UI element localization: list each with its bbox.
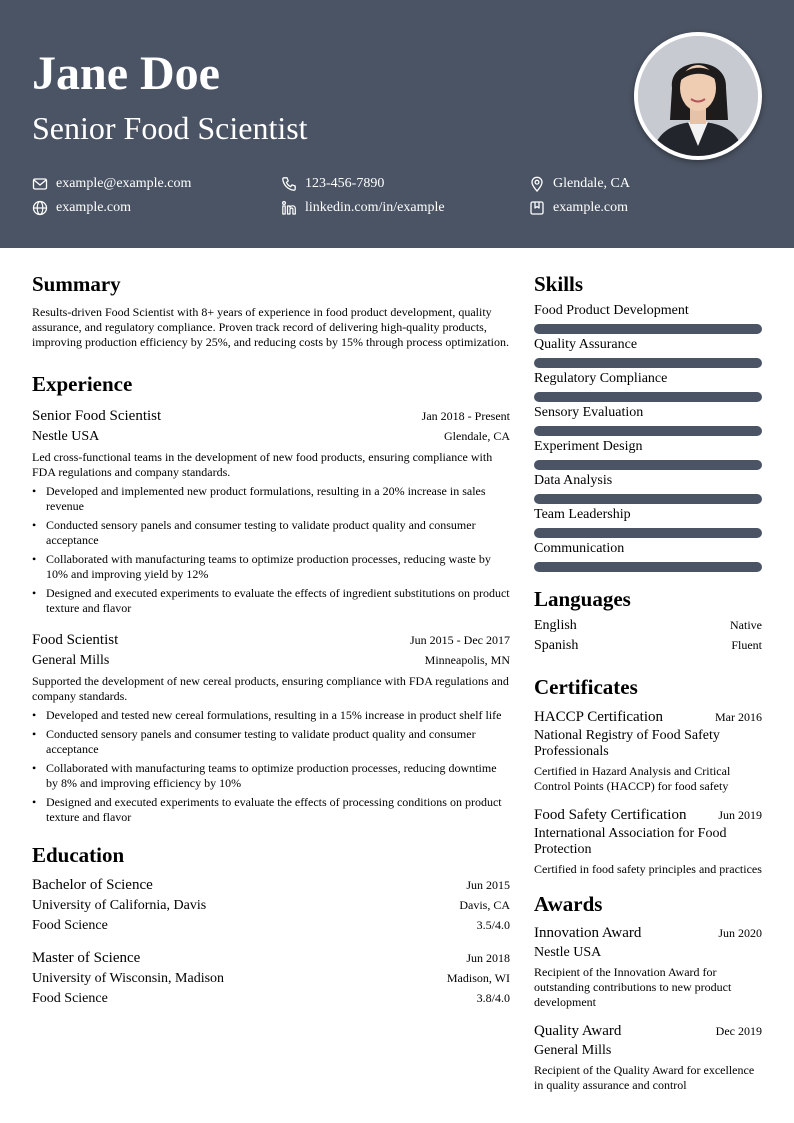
experience-section [32,372,510,825]
certificates-section [534,675,762,877]
education-item [32,875,510,936]
job-company: Nestle USA [32,429,100,444]
skill-item [534,336,762,368]
skill-name: Team Leadership [534,507,631,522]
award-name: Innovation Award [534,925,642,941]
profile-photo-portrait [638,36,758,156]
award-issuer: Nestle USA [534,945,602,960]
summary-heading: Summary [32,272,121,296]
language-item [534,637,762,655]
language-level: Native [730,618,762,632]
globe-icon [32,200,48,216]
job-dates: Jun 2015 - Dec 2017 [410,633,510,647]
summary-text: Results-driven Food Scientist with 8+ years of experience in food product development, quality assurance, and regulatory compliance. Proven track record of delivering high-quality products, improving production efficiency by 25%, and reducing costs by 15% through process optimization. [32,305,510,349]
school-location: Davis, CA [459,898,510,912]
awards-section [534,892,762,1093]
location-pin-icon [529,176,545,192]
school-name: University of Wisconsin, Madison [32,971,225,986]
skill-level-bar [534,358,762,368]
skill-level-bar [534,528,762,538]
certificate-issuer: International Association for Food Protection [534,826,727,857]
skill-item [534,302,762,334]
contact-linkedin-text: linkedin.com/in/example [305,200,445,215]
skills-list [534,302,762,572]
skills-section [534,272,762,572]
job-description: Led cross-functional teams in the development of new food products, ensuring compliance with FDA regulations and company standards. [32,450,493,479]
school-location: Madison, WI [446,971,510,985]
skill-item [534,370,762,402]
skill-level-bar [534,426,762,436]
job-location: Glendale, CA [444,429,510,443]
job-bullet: • Conducted sensory panels and consumer testing to validate product quality and consumer acceptance [32,727,510,757]
job-bullet: • Collaborated with manufacturing teams to optimize production processes, reducing downtime by 8% and improving efficiency by 10% [32,761,510,791]
languages-section [534,587,762,655]
profile-photo [634,32,762,160]
job-bullet: • Designed and executed experiments to evaluate the effects of processing conditions on product texture and flavor [32,795,510,825]
side-column [534,272,762,1093]
bookmark-icon [529,200,545,216]
skill-item [534,540,762,572]
contact-email[interactable] [32,174,191,194]
job-title: Food Scientist [32,632,119,648]
phone-icon [281,176,297,192]
skill-item [534,438,762,470]
contact-linkedin[interactable] [281,198,445,218]
skill-item [534,506,762,538]
contact-location [529,174,630,194]
award-date: Dec 2019 [715,1024,762,1038]
contact-phone-text: 123-456-7890 [305,176,385,191]
contact-portfolio[interactable] [529,198,628,218]
school-name: University of California, Davis [32,898,207,913]
contact-portfolio-text: example.com [553,200,629,215]
job-location: Minneapolis, MN [424,653,510,667]
contact-location-text: Glendale, CA [553,176,630,191]
main-column [32,272,510,1009]
experience-item [32,406,510,616]
languages-heading: Languages [534,587,631,611]
award-name: Quality Award [534,1023,622,1039]
job-description: Supported the development of new cereal products, ensuring compliance with FDA regulations and company standards. [32,674,509,703]
award-description: Recipient of the Quality Award for excellence in quality assurance and control [534,1063,755,1092]
job-bullet: • Developed and tested new cereal formulations, resulting in a 15% increase in product shelf life [32,708,510,723]
certificate-name: HACCP Certification [534,709,664,725]
degree-name: Master of Science [32,950,141,966]
education-heading: Education [32,843,125,867]
contact-website-text: example.com [56,200,132,215]
certificate-item [534,805,762,877]
education-item [32,948,510,1009]
skill-level-bar [534,392,762,402]
degree-name: Bachelor of Science [32,877,153,893]
award-description: Recipient of the Innovation Award for outstanding contributions to new product development [534,965,732,1009]
candidate-name: Jane Doe [32,47,220,100]
skill-item [534,404,762,436]
awards-heading: Awards [534,892,603,916]
skill-name: Experiment Design [534,439,643,454]
skill-name: Quality Assurance [534,337,638,352]
job-bullet: • Conducted sensory panels and consumer testing to validate product quality and consumer acceptance [32,518,510,548]
degree-gpa: 3.5/4.0 [476,918,510,932]
certificate-issuer: National Registry of Food Safety Professionals [534,728,720,759]
contact-email-text: example@example.com [56,176,192,191]
job-dates: Jan 2018 - Present [421,409,510,423]
skill-level-bar [534,460,762,470]
mail-icon [32,176,48,192]
language-item [534,617,762,635]
linkedin-icon [281,200,297,216]
award-issuer: General Mills [534,1043,612,1058]
language-name: Spanish [534,638,579,653]
language-name: English [534,618,577,633]
contact-phone[interactable] [281,174,384,194]
degree-date: Jun 2015 [466,878,510,892]
certificate-date: Mar 2016 [715,710,762,724]
job-title: Senior Food Scientist [32,408,162,424]
job-company: General Mills [32,653,110,668]
experience-item [32,630,510,825]
job-bullet: • Developed and implemented new product formulations, resulting in a 20% increase in sales revenue [32,484,510,514]
contact-website[interactable] [32,198,131,218]
skill-name: Communication [534,541,625,556]
language-level: Fluent [731,638,762,652]
certificate-date: Jun 2019 [718,808,762,822]
skills-heading: Skills [534,272,584,296]
job-achievements [32,484,510,616]
degree-field: Food Science [32,918,108,933]
experience-heading: Experience [32,372,133,396]
award-item [534,1021,762,1093]
skill-name: Data Analysis [534,473,613,488]
education-section [32,843,510,1009]
certificates-heading: Certificates [534,675,638,699]
header [0,0,794,248]
job-bullet: • Collaborated with manufacturing teams to optimize production processes, reducing waste by 10% and improving yield by 12% [32,552,510,582]
skill-item [534,472,762,504]
certificate-description: Certified in Hazard Analysis and Critical Control Points (HACCP) for food safety [534,764,731,793]
skill-level-bar [534,324,762,334]
degree-date: Jun 2018 [466,951,510,965]
degree-gpa: 3.8/4.0 [476,991,510,1005]
job-achievements [32,708,510,825]
skill-name: Sensory Evaluation [534,405,644,420]
certificate-description: Certified in food safety principles and practices [534,862,762,876]
degree-field: Food Science [32,991,108,1006]
certificate-name: Food Safety Certification [534,807,687,823]
candidate-title: Senior Food Scientist [32,110,308,146]
skill-level-bar [534,562,762,572]
summary-section [32,272,510,350]
skill-name: Regulatory Compliance [534,371,668,386]
skill-level-bar [534,494,762,504]
job-bullet: • Designed and executed experiments to evaluate the effects of ingredient substitutions on product texture and flavor [32,586,510,616]
award-date: Jun 2020 [718,926,762,940]
award-item [534,923,762,1010]
certificate-item [534,707,762,794]
skill-name: Food Product Development [534,303,689,318]
